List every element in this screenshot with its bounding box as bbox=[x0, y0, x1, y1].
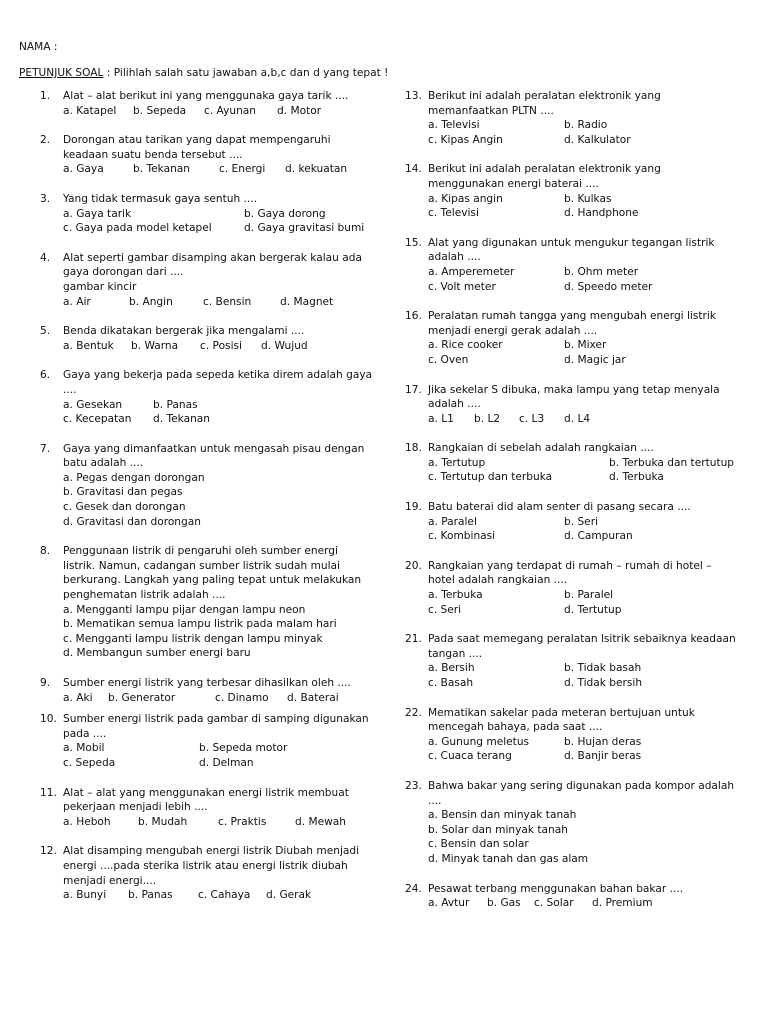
question-text: Berikut ini adalah peralatan elektronik yang memanfaatkan PLTN .... bbox=[428, 90, 661, 117]
question-21 bbox=[405, 632, 768, 690]
option: c. Cuaca terang bbox=[428, 750, 512, 763]
option: b. Angin bbox=[129, 295, 173, 308]
option: b. Ohm meter bbox=[564, 265, 639, 278]
question-number: 10. bbox=[40, 713, 57, 726]
options-grid bbox=[63, 741, 385, 770]
question-text: Gaya yang bekerja pada sepeda ketika direm adalah gaya .... bbox=[63, 369, 373, 396]
question-text: Alat – alat berikut ini yang menggunaka gaya tarik .... bbox=[63, 90, 349, 102]
option: a. Avtur bbox=[428, 897, 470, 910]
option: b. Seri bbox=[564, 515, 599, 528]
question-19 bbox=[405, 500, 768, 544]
option: d. Tekanan bbox=[153, 413, 211, 426]
option: d. Magic jar bbox=[564, 353, 626, 366]
option: b. Paralel bbox=[564, 589, 614, 602]
option: c. Dinamo bbox=[215, 691, 269, 704]
question-text: Benda dikatakan bergerak jika mengalami .... bbox=[63, 325, 305, 338]
question-10 bbox=[40, 712, 385, 770]
question-number: 22. bbox=[405, 706, 422, 719]
question-number: 4. bbox=[40, 251, 51, 264]
option: a. Bentuk bbox=[63, 339, 114, 352]
option: c. Gesek dan dorongan bbox=[63, 501, 186, 514]
question-text: Mematikan sakelar pada meteran bertujuan untuk mencegah bahaya, pada saat .... bbox=[428, 706, 695, 734]
option: d. Motor bbox=[277, 104, 322, 117]
question-text: Alat seperti gambar disamping akan bergerak kalau ada gaya dorongan dari .... gambar kincir bbox=[63, 251, 362, 293]
question-number: 8. bbox=[40, 545, 51, 558]
option: c. Gaya pada model ketapel bbox=[63, 222, 212, 235]
question-2 bbox=[40, 133, 385, 177]
option: b. Sepeda bbox=[133, 104, 187, 117]
question-number: 21. bbox=[405, 633, 422, 646]
option: a. Gunung meletus bbox=[428, 735, 530, 748]
option: d. Tertutup bbox=[564, 603, 622, 616]
option: b. Radio bbox=[564, 119, 608, 132]
question-number: 13. bbox=[405, 90, 422, 102]
option: d. Terbuka bbox=[609, 471, 664, 484]
option: a. Bersih bbox=[428, 662, 475, 675]
question-13 bbox=[405, 89, 768, 147]
question-text: Alat – alat yang menggunakan energi listrik membuat pekerjaan menjadi lebih .... bbox=[63, 786, 349, 814]
options-grid bbox=[63, 207, 385, 236]
option: b. Sepeda motor bbox=[199, 742, 288, 755]
question-number: 14. bbox=[405, 163, 422, 176]
question-text: Yang tidak termasuk gaya sentuh .... bbox=[63, 192, 258, 205]
option: d. Gerak bbox=[266, 889, 312, 902]
options-grid bbox=[428, 661, 768, 690]
option: a. Rice cooker bbox=[428, 339, 503, 352]
option: a. Terbuka bbox=[428, 589, 483, 602]
option: b. Gravitasi dan pegas bbox=[63, 486, 183, 499]
question-number: 15. bbox=[405, 236, 422, 249]
option: a. Gaya bbox=[63, 163, 104, 176]
right-column bbox=[405, 89, 768, 911]
question-1 bbox=[40, 89, 385, 118]
question-7 bbox=[40, 442, 385, 530]
question-number: 6. bbox=[40, 369, 51, 382]
option: a. Gaya tarik bbox=[63, 207, 132, 220]
question-text: Pesawat terbang menggunakan bahan bakar .... bbox=[428, 882, 684, 895]
question-9 bbox=[40, 676, 385, 705]
options-row bbox=[428, 412, 768, 427]
options-row bbox=[63, 295, 385, 310]
option: b. Tekanan bbox=[133, 163, 191, 176]
options-grid bbox=[428, 735, 768, 764]
option: b. Generator bbox=[108, 691, 176, 704]
option: a. Bensin dan minyak tanah bbox=[428, 809, 577, 822]
option: d. Membangun sumber energi baru bbox=[63, 647, 251, 660]
option: d. Wujud bbox=[261, 339, 308, 352]
option: a. Paralel bbox=[428, 515, 477, 528]
option: b. Tidak basah bbox=[564, 662, 642, 675]
option: b. Mematikan semua lampu listrik pada malam hari bbox=[63, 618, 337, 631]
option: a. Aki bbox=[63, 691, 93, 704]
question-number: 5. bbox=[40, 325, 51, 338]
option: d. Banjir beras bbox=[564, 750, 642, 763]
option: c. Cahaya bbox=[198, 889, 251, 902]
options-row bbox=[63, 339, 385, 354]
option: d. Baterai bbox=[287, 691, 339, 704]
option: d. Delman bbox=[199, 756, 254, 769]
question-17 bbox=[405, 383, 768, 427]
option: c. Kipas Angin bbox=[428, 133, 503, 146]
option: c. Praktis bbox=[218, 815, 267, 828]
question-text: Sumber energi listrik yang terbesar dihasilkan oleh .... bbox=[63, 677, 351, 689]
option: a. Air bbox=[63, 295, 91, 308]
option: d. Mewah bbox=[295, 815, 346, 828]
question-number: 12. bbox=[40, 845, 57, 858]
question-number: 7. bbox=[40, 442, 51, 455]
question-8 bbox=[40, 544, 385, 661]
options-row bbox=[63, 162, 385, 177]
question-number: 2. bbox=[40, 134, 51, 147]
option: a. Gesekan bbox=[63, 398, 123, 411]
question-text: Rangkaian di sebelah adalah rangkaian .... bbox=[428, 442, 654, 455]
option: c. Kombinasi bbox=[428, 530, 496, 543]
option: c. L3 bbox=[519, 412, 545, 425]
option: a. Katapel bbox=[63, 104, 117, 117]
options-grid bbox=[428, 515, 768, 544]
question-4 bbox=[40, 251, 385, 309]
question-16 bbox=[405, 309, 768, 367]
question-text: Sumber energi listrik pada gambar di samping digunakan pada .... bbox=[63, 713, 369, 740]
question-text: Peralatan rumah tangga yang mengubah energi listrik menjadi energi gerak adalah .... bbox=[428, 310, 716, 337]
options-row bbox=[63, 104, 385, 119]
question-text: Berikut ini adalah peralatan elektronik yang menggunakan energi baterai .... bbox=[428, 163, 661, 190]
option: c. Posisi bbox=[200, 339, 242, 352]
option: d. Handphone bbox=[564, 207, 639, 220]
option: c. Ayunan bbox=[204, 104, 256, 117]
name-field-label: NAMA : bbox=[19, 41, 58, 53]
question-text: Alat disamping mengubah energi listrik Diubah menjadi energi ....pada sterika listrik atau energi listrik diubah menjadi energi.... bbox=[63, 845, 360, 887]
option: a. Tertutup bbox=[428, 456, 486, 469]
option: c. Mengganti lampu listrik dengan lampu minyak bbox=[63, 632, 323, 645]
question-text: Pada saat memegang peralatan lsitrik sebaiknya keadaan tangan .... bbox=[428, 633, 736, 660]
option: a. Televisi bbox=[428, 119, 480, 132]
question-text: Dorongan atau tarikan yang dapat mempengaruhi keadaan suatu benda tersebut .... bbox=[63, 134, 331, 161]
question-text: Rangkaian yang terdapat di rumah – rumah di hotel – hotel adalah rangkaian .... bbox=[428, 559, 712, 587]
option: b. L2 bbox=[474, 412, 501, 425]
question-18 bbox=[405, 441, 768, 485]
option: a. Mobil bbox=[63, 742, 105, 755]
question-number: 1. bbox=[40, 90, 51, 102]
option: b. Mixer bbox=[564, 339, 607, 352]
left-column bbox=[40, 89, 385, 903]
option: b. Gas bbox=[487, 897, 521, 910]
instruction-label: PETUNJUK SOAL bbox=[19, 67, 104, 79]
question-11 bbox=[40, 786, 385, 830]
question-number: 9. bbox=[40, 677, 51, 689]
option: d. Gravitasi dan dorongan bbox=[63, 515, 201, 528]
question-6 bbox=[40, 368, 385, 426]
options-row bbox=[63, 888, 385, 903]
question-text: Bahwa bakar yang sering digunakan pada kompor adalah .... bbox=[428, 779, 735, 807]
option: a. Amperemeter bbox=[428, 265, 515, 278]
options-grid bbox=[63, 398, 385, 427]
question-number: 11. bbox=[40, 786, 57, 799]
question-number: 16. bbox=[405, 310, 422, 323]
option: c. Bensin bbox=[203, 295, 252, 308]
option: a. Heboh bbox=[63, 815, 111, 828]
option: c. Bensin dan solar bbox=[428, 838, 529, 851]
option: b. Panas bbox=[153, 398, 198, 411]
option: d. kekuatan bbox=[285, 163, 348, 176]
options-grid bbox=[428, 192, 768, 221]
option: c. Oven bbox=[428, 353, 469, 366]
question-24 bbox=[405, 882, 768, 911]
question-22 bbox=[405, 706, 768, 764]
question-23 bbox=[405, 779, 768, 867]
options-grid bbox=[428, 588, 768, 617]
question-number: 3. bbox=[40, 192, 51, 205]
question-5 bbox=[40, 324, 385, 353]
option: b. Mudah bbox=[138, 815, 188, 828]
option: b. Panas bbox=[128, 889, 173, 902]
option: d. Tidak bersih bbox=[564, 677, 643, 689]
option: a. L1 bbox=[428, 412, 454, 425]
option: c. Tertutup dan terbuka bbox=[428, 471, 553, 484]
option: d. L4 bbox=[564, 412, 591, 425]
option: c. Solar bbox=[534, 897, 574, 910]
instruction bbox=[19, 66, 388, 81]
option: c. Televisi bbox=[428, 207, 479, 220]
question-text: Jika sekelar S dibuka, maka lampu yang tetap menyala adalah .... bbox=[428, 383, 720, 411]
question-number: 19. bbox=[405, 501, 422, 514]
option: a. Bunyi bbox=[63, 889, 107, 902]
option: b. Kulkas bbox=[564, 192, 612, 205]
options-grid bbox=[428, 265, 768, 294]
option: a. Kipas angin bbox=[428, 192, 503, 205]
question-3 bbox=[40, 192, 385, 236]
option: c. Seri bbox=[428, 603, 462, 616]
question-number: 17. bbox=[405, 383, 422, 396]
option: a. Pegas dengan dorongan bbox=[63, 471, 205, 484]
question-number: 23. bbox=[405, 779, 422, 792]
options-grid bbox=[428, 456, 768, 485]
option: b. Terbuka dan tertutup bbox=[609, 456, 735, 469]
options-row bbox=[63, 691, 385, 706]
option: c. Energi bbox=[219, 163, 266, 176]
question-text: Alat yang digunakan untuk mengukur tegangan listrik adalah .... bbox=[428, 236, 715, 264]
question-14 bbox=[405, 162, 768, 220]
question-number: 18. bbox=[405, 442, 422, 455]
option: c. Volt meter bbox=[428, 280, 496, 293]
options-grid bbox=[428, 118, 768, 147]
option: c. Sepeda bbox=[63, 756, 116, 769]
instruction-text: : Pilihlah salah satu jawaban a,b,c dan d yang tepat ! bbox=[103, 67, 389, 79]
question-number: 24. bbox=[405, 882, 422, 895]
option: a. Mengganti lampu pijar dengan lampu neon bbox=[63, 603, 306, 616]
option: b. Warna bbox=[131, 339, 179, 352]
options-row bbox=[63, 815, 385, 830]
option: b. Solar dan minyak tanah bbox=[428, 823, 568, 836]
option: c. Kecepatan bbox=[63, 413, 132, 426]
option: d. Campuran bbox=[564, 530, 633, 543]
question-text: Penggunaan listrik di pengaruhi oleh sumber energi listrik. Namun, cadangan sumber listrik sudah mulai berkurang. Langkah yang paling tepat untuk melakukan penghematan listrik adalah .... bbox=[63, 545, 362, 602]
options-row bbox=[428, 896, 768, 911]
option: d. Speedo meter bbox=[564, 280, 653, 293]
question-12 bbox=[40, 844, 385, 902]
question-number: 20. bbox=[405, 559, 422, 572]
question-text: Batu baterai did alam senter di pasang secara .... bbox=[428, 501, 691, 514]
question-20 bbox=[405, 559, 768, 617]
option: d. Premium bbox=[592, 897, 653, 910]
option: d. Gaya gravitasi bumi bbox=[244, 222, 365, 235]
question-text: Gaya yang dimanfaatkan untuk mengasah pisau dengan batu adalah .... bbox=[63, 442, 365, 470]
question-15 bbox=[405, 236, 768, 294]
option: b. Hujan deras bbox=[564, 735, 642, 748]
option: c. Basah bbox=[428, 677, 474, 689]
option: d. Magnet bbox=[280, 295, 334, 308]
option: b. Gaya dorong bbox=[244, 207, 326, 220]
option: d. Kalkulator bbox=[564, 133, 631, 146]
options-grid bbox=[428, 338, 768, 367]
option: d. Minyak tanah dan gas alam bbox=[428, 852, 589, 865]
